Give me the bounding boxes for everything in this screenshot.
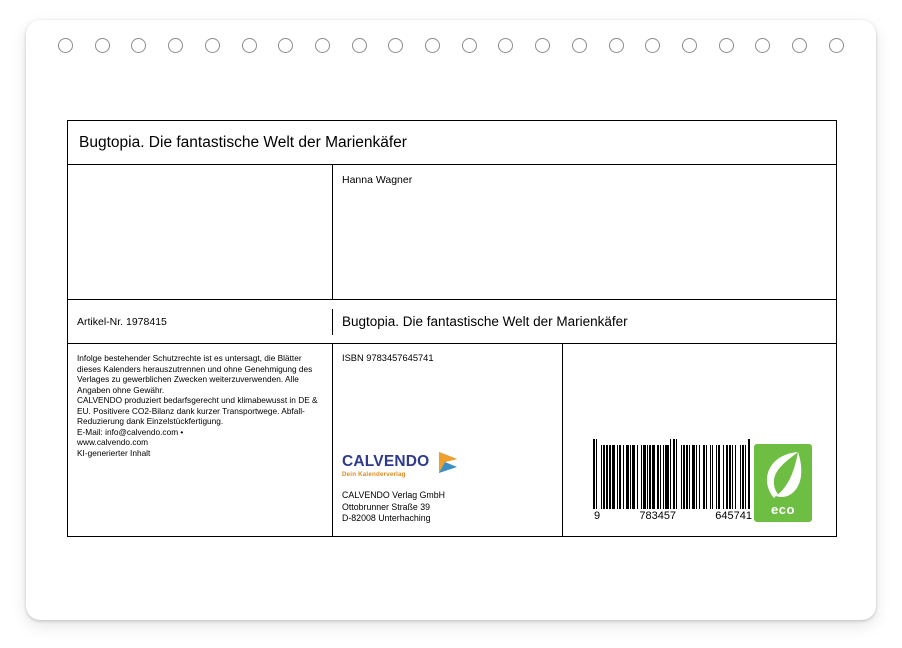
leaf-icon: [754, 444, 812, 506]
table-row-legal: [68, 344, 836, 536]
punch-hole: [131, 38, 146, 53]
ean-barcode: [593, 439, 753, 522]
publisher-company: CALVENDO Verlag GmbH: [342, 490, 445, 501]
punch-hole: [278, 38, 293, 53]
punch-hole: [609, 38, 624, 53]
calvendo-logo: [342, 449, 461, 478]
legal-ai-notice: KI-generierter Inhalt: [77, 447, 151, 458]
punch-hole: [388, 38, 403, 53]
punch-hole: [755, 38, 770, 53]
punch-hole: [315, 38, 330, 53]
legal-website: www.calvendo.com: [77, 437, 149, 448]
punch-hole: [168, 38, 183, 53]
barcode-bar: [750, 439, 753, 509]
table-row-author: [68, 165, 836, 300]
punch-hole: [352, 38, 367, 53]
punch-hole: [572, 38, 587, 53]
punch-hole: [682, 38, 697, 53]
barcode-digits: [593, 510, 753, 522]
barcode-group-right: 645741: [715, 510, 752, 522]
legal-notice-cell: [68, 344, 333, 536]
punch-hole: [535, 38, 550, 53]
calvendo-logo-tagline: Dein Kalenderverlag: [342, 470, 406, 478]
publisher-address: [342, 490, 445, 525]
punch-hole: [462, 38, 477, 53]
publisher-city: D-82008 Unterhaching: [342, 513, 431, 524]
punch-hole: [95, 38, 110, 53]
legal-paragraph-1: Infolge bestehender Schutzrechte ist es untersagt, die Blätter dieses Kalenders herauszutrennen und ohne Genehmigung des Verlages zu gewerblichen Zwecken weiterzuverwenden. Alle Angaben ohne Gewähr.: [77, 353, 313, 395]
barcode-cell: [563, 344, 836, 536]
eco-badge: [754, 444, 812, 522]
punch-hole: [425, 38, 440, 53]
table-row-article: [68, 300, 836, 344]
punch-hole: [58, 38, 73, 53]
isbn-number: ISBN 9783457645741: [342, 353, 434, 363]
barcode-lead-digit: 9: [594, 510, 601, 522]
punch-hole: [205, 38, 220, 53]
calendar-title: Bugtopia. Die fantastische Welt der Marienkäfer: [79, 133, 407, 151]
calvendo-wordmark: [342, 454, 429, 478]
eco-badge-label: eco: [771, 502, 795, 517]
legal-email: E-Mail: info@calvendo.com •: [77, 426, 184, 437]
calendar-page-card: [26, 20, 876, 620]
article-title: Bugtopia. Die fantastische Welt der Marienkäfer: [342, 314, 628, 329]
punch-hole-row: [26, 38, 876, 58]
calvendo-flag-icon: [435, 449, 461, 477]
barcode-bars: [593, 439, 753, 509]
article-number: Artikel-Nr. 1978415: [68, 309, 333, 335]
punch-hole: [242, 38, 257, 53]
publisher-cell: [333, 344, 563, 536]
barcode-group-left: 783457: [639, 510, 677, 522]
calvendo-logo-text: CALVENDO: [342, 453, 430, 471]
punch-hole: [498, 38, 513, 53]
punch-hole: [719, 38, 734, 53]
punch-hole: [829, 38, 844, 53]
author-left-empty-cell: [68, 165, 333, 299]
legal-paragraph-2: CALVENDO produziert bedarfsgerecht und klimabewusst in DE & EU. Positivere CO2-Bilanz dank kurzer Transportwege. Abfall-Reduzierung dank Einzelstückfertigung.: [77, 395, 318, 427]
publisher-street: Ottobrunner Straße 39: [342, 501, 431, 512]
table-row-title: [68, 121, 836, 165]
author-name: Hanna Wagner: [342, 174, 413, 186]
punch-hole: [792, 38, 807, 53]
punch-hole: [645, 38, 660, 53]
imprint-table: [67, 120, 837, 537]
